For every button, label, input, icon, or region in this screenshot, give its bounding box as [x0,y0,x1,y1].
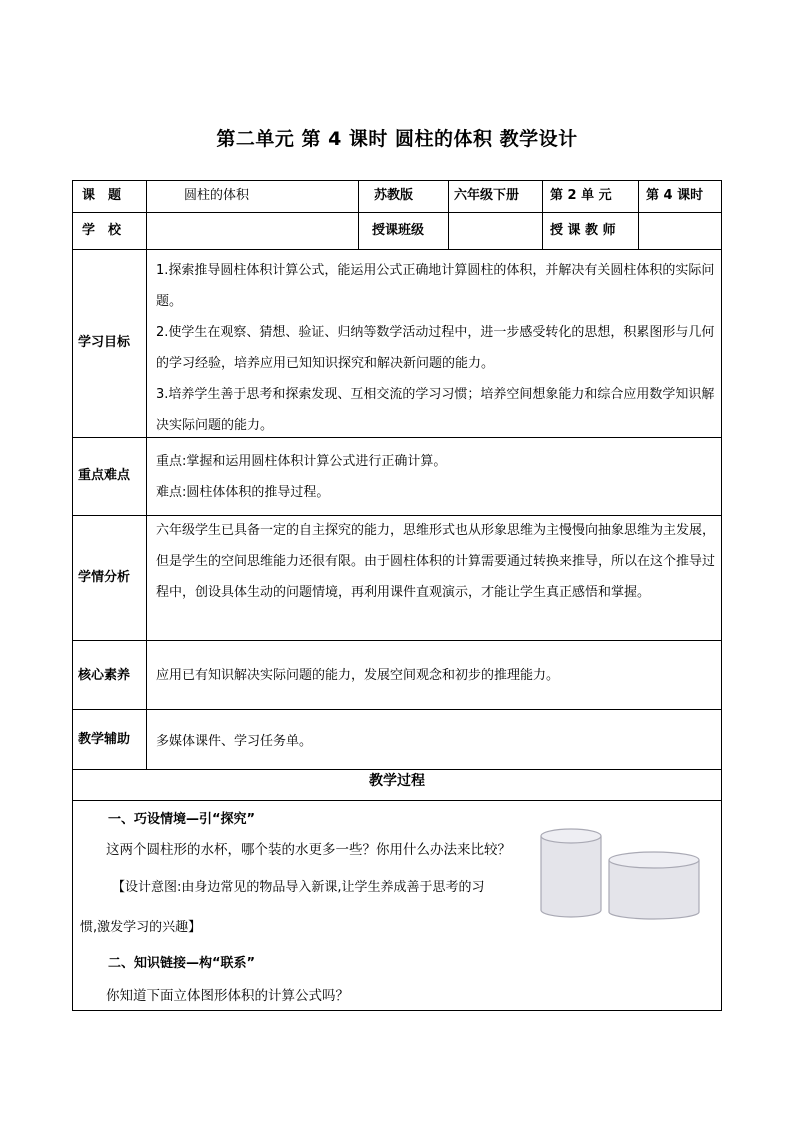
aids-label: 教学辅助 [78,732,131,747]
key-points-label: 重点难点 [78,468,131,483]
goal-item: 1.探索推导圆柱体积计算公式，能运用公式正确地计算圆柱的体积，并解决有关圆柱体积的实际问题。 [156,263,715,309]
school-label: 学 校 [82,223,122,238]
lesson-plan-table [72,180,722,1011]
process-title: 教学过程 [369,773,425,789]
step2-question: 你知道下面立体图形体积的计算公式吗？ [106,988,349,1004]
goal-item: 2.使学生在观察、猜想、验证、归纳等数学活动过程中，进一步感受转化的思想，积累图形与几何的学习经验，培养应用已知知识探究和解决新问题的能力。 [156,325,715,371]
page-title: 第二单元 第 4 课时 圆柱的体积 教学设计 [216,128,578,150]
goals-content [156,255,716,441]
water-cups-illustration [536,822,706,922]
step1-title: 一、巧设情境—引“探究” [108,812,256,827]
step2-title: 二、知识链接—构“联系” [108,956,256,971]
step1-intent: 【设计意图:由身边常见的物品导入新课,让学生养成善于思考的习 [112,880,485,895]
wide-cup-icon [609,852,699,919]
literacy-label: 核心素养 [78,668,131,683]
lesson-number: 第 4 课时 [646,188,704,203]
analysis-text: 六年级学生已具备一定的自主探究的能力，思维形式也从形象思维为主慢慢向抽象思维为主发展，但是学生的空间思维能力还很有限。由于圆柱体积的计算需要通过转换来推导，所以在这个推导过程中，创设具体生动的问题情境，再利用课件直观演示，才能让学生真正感悟和掌握。 [156,523,716,600]
analysis-content [156,515,716,608]
topic-label: 课 题 [82,188,122,203]
grade: 六年级下册 [454,188,520,203]
teacher-label: 授 课 教 师 [550,223,616,238]
tall-cup-icon [541,829,601,917]
literacy-text: 应用已有知识解决实际问题的能力，发展空间观念和初步的推理能力。 [156,668,560,683]
step1-question: 这两个圆柱形的水杯，哪个装的水更多一些？你用什么办法来比较？ [106,842,511,858]
topic-value: 圆柱的体积 [184,188,250,203]
key-points-content [156,446,716,508]
aids-text: 多媒体课件、学习任务单。 [156,734,313,749]
step1-intent-cont: 惯,激发学习的兴趣】 [80,920,202,935]
goals-label: 学习目标 [78,335,131,350]
class-label: 授课班级 [372,223,425,238]
difficulty-point: 难点:圆柱体体积的推导过程。 [156,485,330,500]
goal-item: 3.培养学生善于思考和探索发现、互相交流的学习习惯；培养空间想象能力和综合应用数学知识解决实际问题的能力。 [156,387,715,433]
key-point: 重点:掌握和运用圆柱体积计算公式进行正确计算。 [156,454,447,469]
analysis-label: 学情分析 [78,570,131,585]
publisher: 苏教版 [374,188,414,203]
unit: 第 2 单 元 [550,188,612,203]
